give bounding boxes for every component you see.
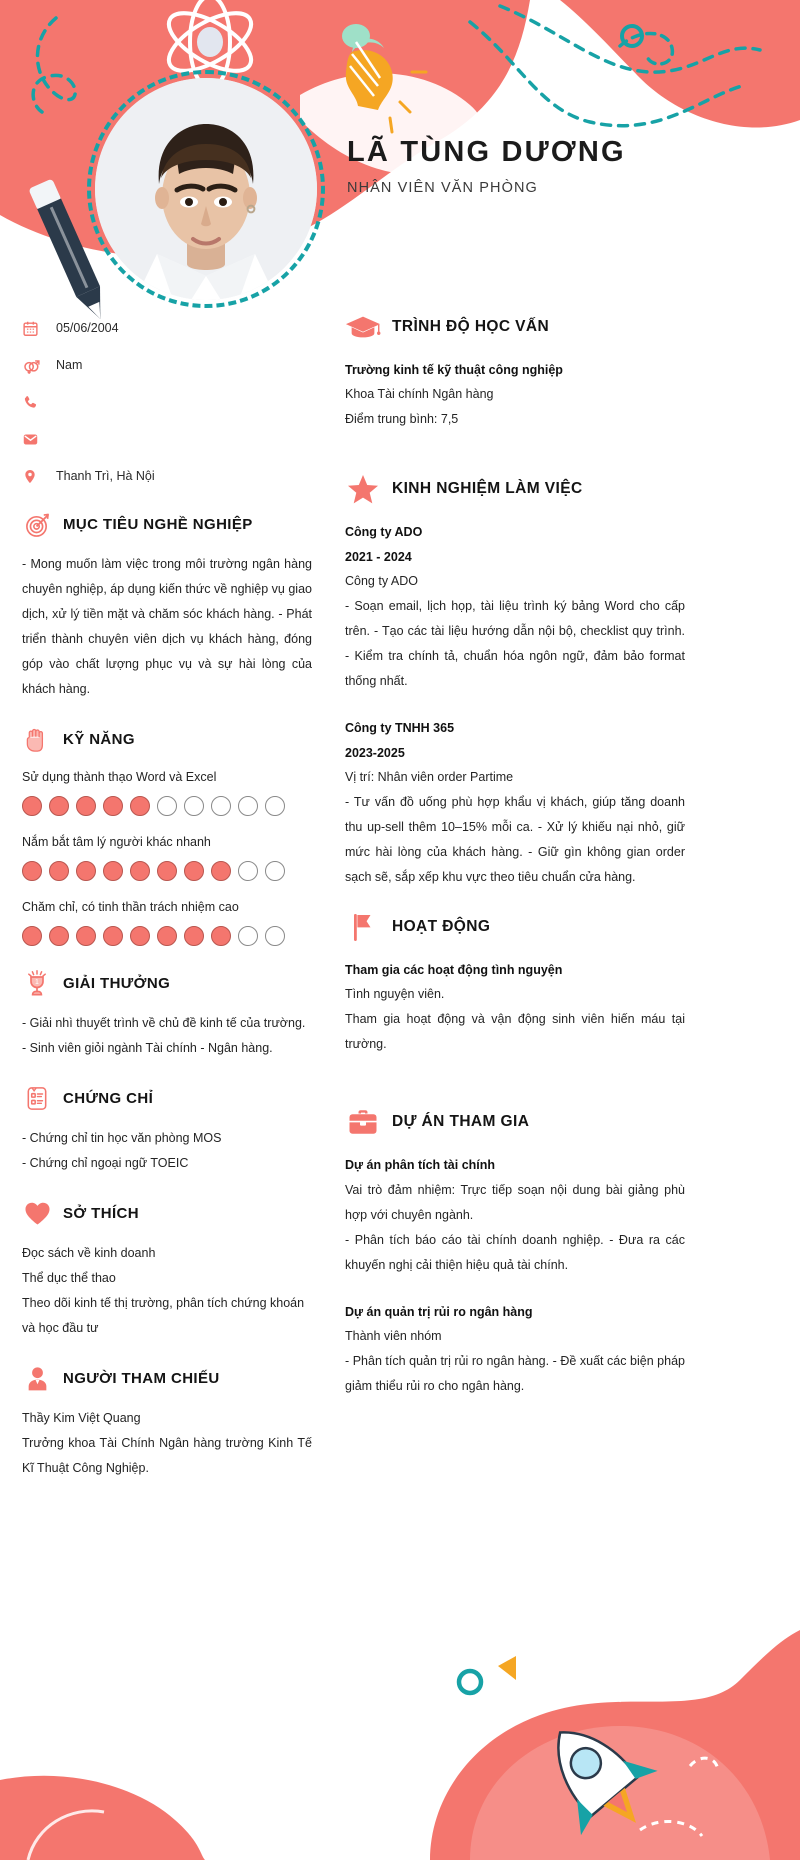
rating-dot[interactable] xyxy=(103,861,123,881)
project-name: Dự án phân tích tài chính xyxy=(345,1158,496,1173)
certificates-header xyxy=(22,1083,312,1113)
section-projects xyxy=(345,1105,685,1399)
email-value xyxy=(48,432,56,447)
project-item xyxy=(345,1153,685,1277)
gender-icon xyxy=(22,357,48,375)
activity-line: Tham gia hoạt động và vận động sinh viên hiến máu tại trường. xyxy=(345,1012,685,1052)
rating-dot[interactable] xyxy=(211,796,231,816)
photo-dashed-ring xyxy=(87,70,325,308)
rating-dot[interactable] xyxy=(211,926,231,946)
trophy-icon xyxy=(22,968,52,998)
footer-decoration xyxy=(0,1530,800,1860)
projects-header xyxy=(345,1105,685,1139)
awards-title: GIẢI THƯỞNG xyxy=(63,974,171,992)
job-company: Công ty TNHH 365 xyxy=(345,721,455,736)
hobby-line: Đọc sách về kinh doanh xyxy=(22,1246,156,1260)
rating-dot[interactable] xyxy=(184,926,204,946)
job-subtitle: Công ty ADO xyxy=(345,574,418,589)
calendar-icon xyxy=(22,320,48,337)
rating-dot[interactable] xyxy=(130,926,150,946)
skills-header xyxy=(22,724,312,754)
skills-title: KỸ NĂNG xyxy=(63,730,135,748)
rating-dot[interactable] xyxy=(211,861,231,881)
section-hobbies xyxy=(22,1198,312,1341)
left-column xyxy=(22,318,312,1481)
skill-rating[interactable] xyxy=(22,926,312,946)
rating-dot[interactable] xyxy=(265,861,285,881)
references-header xyxy=(22,1363,312,1393)
page-title: LÃ TÙNG DƯƠNG xyxy=(347,136,626,168)
rating-dot[interactable] xyxy=(238,861,258,881)
right-column xyxy=(345,310,685,1399)
job-period: 2021 - 2024 xyxy=(345,549,412,564)
rating-dot[interactable] xyxy=(157,926,177,946)
certificate-line: - Chứng chỉ ngoại ngữ TOEIC xyxy=(22,1156,189,1170)
heart-icon xyxy=(22,1198,52,1228)
rating-dot[interactable] xyxy=(22,861,42,881)
project-role: Vai trò đảm nhiệm: Trực tiếp soạn nội dung bài giảng phù hợp với chuyên ngành. xyxy=(345,1182,685,1222)
section-activities xyxy=(345,910,685,1057)
job-description: - Soạn email, lịch họp, tài liệu trình ký bảng Word cho cấp trên. - Tạo các tài liệu hướng dẫn nội bộ, checklist quy trình. - Kiểm tra chính tả, chuẩn hóa ngôn ngữ, đảm bảo format thống nhất. xyxy=(345,599,685,689)
gender-value: Nam xyxy=(56,358,83,372)
rating-dot[interactable] xyxy=(76,861,96,881)
contact-item-birthday xyxy=(22,318,312,339)
skill-rating[interactable] xyxy=(22,861,312,881)
education-title: TRÌNH ĐỘ HỌC VẤN xyxy=(392,318,550,335)
objective-title: MỤC TIÊU NGHỀ NGHIỆP xyxy=(63,515,253,533)
phone-icon xyxy=(22,394,48,411)
rating-dot[interactable] xyxy=(157,796,177,816)
references-title: NGƯỜI THAM CHIẾU xyxy=(63,1369,220,1387)
rating-dot[interactable] xyxy=(184,796,204,816)
skill-item xyxy=(22,832,312,881)
rating-dot[interactable] xyxy=(265,926,285,946)
job-description: - Tư vấn đồ uống phù hợp khẩu vị khách, giúp tăng doanh thu up-sell thêm 10–15% mỗi ca. - Xử lý khiếu nại nhỏ, giữ mức hài lòng của khách hàng. - Giữ gìn không gian order sạch sẽ, sắp xếp khu vực theo tiêu chuẩn cửa hàng. xyxy=(345,794,685,884)
job-company: Công ty ADO xyxy=(345,525,423,540)
name-block xyxy=(347,136,777,196)
circle-decoration xyxy=(459,1671,481,1693)
profile-photo xyxy=(95,78,317,300)
skill-label: Nắm bắt tâm lý người khác nhanh xyxy=(22,835,211,849)
section-awards xyxy=(22,968,312,1061)
graduation-cap-icon xyxy=(345,310,381,344)
section-experience xyxy=(345,472,685,890)
rating-dot[interactable] xyxy=(130,861,150,881)
briefcase-icon xyxy=(345,1105,381,1139)
awards-header xyxy=(22,968,312,998)
rating-dot[interactable] xyxy=(103,796,123,816)
contact-item-email[interactable] xyxy=(22,429,312,450)
rating-dot[interactable] xyxy=(49,861,69,881)
objective-header xyxy=(22,509,312,539)
skill-rating[interactable] xyxy=(22,796,312,816)
rating-dot[interactable] xyxy=(130,796,150,816)
activities-title: HOẠT ĐỘNG xyxy=(392,917,491,935)
project-role: Thành viên nhóm xyxy=(345,1329,442,1343)
activities-header xyxy=(345,910,685,944)
education-line: Khoa Tài chính Ngân hàng xyxy=(345,387,494,402)
target-icon xyxy=(22,509,52,539)
award-line: - Giải nhì thuyết trình về chủ đề kinh tế của trường. xyxy=(22,1016,306,1030)
education-header xyxy=(345,310,685,344)
checklist-icon xyxy=(22,1083,52,1113)
education-line: Điểm trung bình: 7,5 xyxy=(345,412,459,427)
projects-list xyxy=(345,1153,685,1399)
rating-dot[interactable] xyxy=(76,926,96,946)
triangle-decoration xyxy=(498,1656,516,1680)
contact-list xyxy=(22,318,312,487)
birthday-value: 05/06/2004 xyxy=(56,321,119,335)
section-education xyxy=(345,310,685,432)
rating-dot[interactable] xyxy=(103,926,123,946)
person-icon xyxy=(22,1363,52,1393)
project-description: - Phân tích quản trị rủi ro ngân hàng. - Đề xuất các biện pháp giảm thiểu rủi ro cho ngân hàng. xyxy=(345,1354,685,1393)
star-icon xyxy=(345,472,381,506)
experience-list xyxy=(345,520,685,890)
rating-dot[interactable] xyxy=(265,796,285,816)
experience-item xyxy=(345,520,685,694)
section-skills xyxy=(22,724,312,946)
skill-item xyxy=(22,897,312,946)
svg-text:1: 1 xyxy=(35,979,39,986)
rating-dot[interactable] xyxy=(184,861,204,881)
hobbies-header xyxy=(22,1198,312,1228)
rating-dot[interactable] xyxy=(76,796,96,816)
reference-detail: Trưởng khoa Tài Chính Ngân hàng trường Kinh Tế Kĩ Thuật Công Nghiệp. xyxy=(22,1436,312,1475)
activity-line: Tình nguyện viên. xyxy=(345,987,445,1002)
award-line: - Sinh viên giỏi ngành Tài chính - Ngân hàng. xyxy=(22,1041,273,1055)
skill-label: Sử dụng thành thạo Word và Excel xyxy=(22,770,217,784)
section-references xyxy=(22,1363,312,1481)
hobby-line: Theo dõi kinh tế thị trường, phân tích chứng khoán và học đầu tư xyxy=(22,1296,305,1335)
contact-item-location xyxy=(22,466,312,487)
phone-value xyxy=(48,395,56,410)
objective-body: - Mong muốn làm việc trong môi trường ngân hàng chuyên nghiệp, áp dụng kiến thức về nghiệp vụ giao dịch, xử lý tiền mặt và chăm sóc khách hàng. - Phát triển thành chuyên viên dịch vụ khách hàng, đóng góp vào chất lượng phục vụ và sự hài lòng của khách hàng. xyxy=(22,557,312,696)
rating-dot[interactable] xyxy=(238,926,258,946)
section-certificates xyxy=(22,1083,312,1176)
job-period: 2023-2025 xyxy=(345,745,405,760)
skill-label: Chăm chỉ, có tinh thần trách nhiệm cao xyxy=(22,900,239,914)
email-icon xyxy=(22,431,48,448)
experience-item xyxy=(345,716,685,890)
projects-title: DỰ ÁN THAM GIA xyxy=(392,1113,530,1131)
experience-title: KINH NGHIỆM LÀM VIỆC xyxy=(392,480,583,498)
education-school: Trường kinh tế kỹ thuật công nghiệp xyxy=(345,363,563,377)
certificate-line: - Chứng chỉ tin học văn phòng MOS xyxy=(22,1131,222,1145)
job-role: NHÂN VIÊN VĂN PHÒNG xyxy=(347,180,538,197)
hobbies-title: SỞ THÍCH xyxy=(63,1204,139,1222)
location-icon xyxy=(22,468,48,485)
project-item xyxy=(345,1300,685,1399)
rating-dot[interactable] xyxy=(157,861,177,881)
activity-heading: Tham gia các hoạt động tình nguyện xyxy=(345,962,563,977)
job-subtitle: Vị trí: Nhân viên order Partime xyxy=(345,769,514,784)
rating-dot[interactable] xyxy=(22,796,42,816)
rating-dot[interactable] xyxy=(49,796,69,816)
project-name: Dự án quản trị rủi ro ngân hàng xyxy=(345,1304,533,1319)
rating-dot[interactable] xyxy=(238,796,258,816)
contact-item-phone[interactable] xyxy=(22,392,312,413)
contact-item-gender xyxy=(22,355,312,376)
experience-header xyxy=(345,472,685,506)
reference-name: Thầy Kim Việt Quang xyxy=(22,1411,141,1425)
certificates-title: CHỨNG CHỈ xyxy=(63,1089,154,1107)
skills-list xyxy=(22,767,312,946)
hand-icon xyxy=(22,724,52,754)
hobby-line: Thể dục thể thao xyxy=(22,1271,116,1285)
flag-icon xyxy=(345,910,381,944)
project-description: - Phân tích báo cáo tài chính doanh nghiệp. - Đưa ra các khuyến nghị cải thiện hiệu quả tài chính. xyxy=(345,1232,685,1272)
section-objective xyxy=(22,509,312,702)
skill-item xyxy=(22,767,312,816)
rating-dot[interactable] xyxy=(49,926,69,946)
rating-dot[interactable] xyxy=(22,926,42,946)
location-value: Thanh Trì, Hà Nội xyxy=(56,469,155,483)
